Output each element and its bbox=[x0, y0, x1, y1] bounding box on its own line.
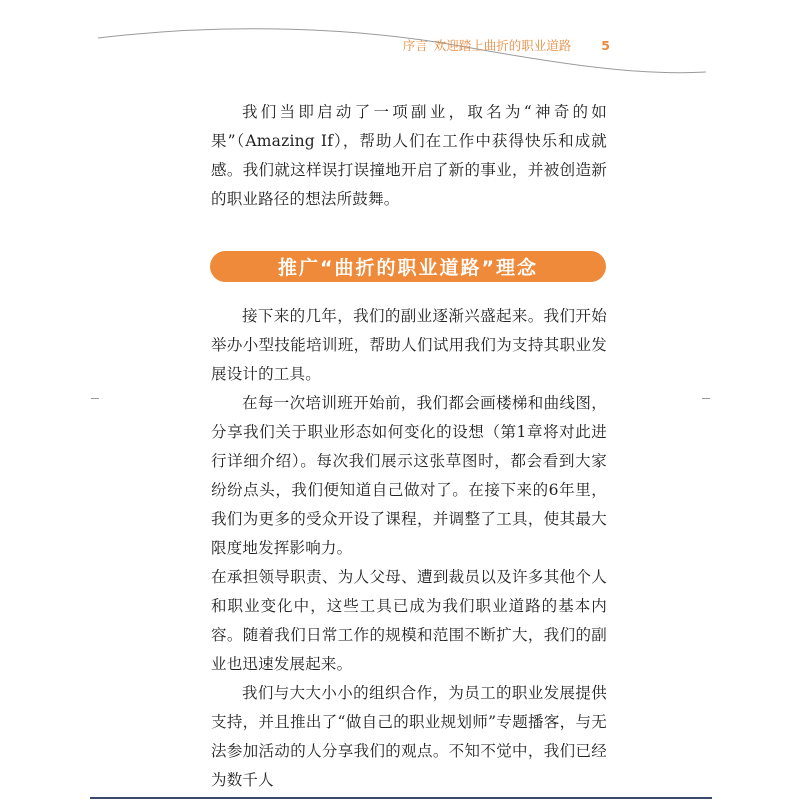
margin-mark-left bbox=[91, 398, 99, 399]
intro-paragraph: 我们当即启动了一项副业，取名为“神奇的如果”（Amazing If），帮助人们在工作中获得快乐和成就感。我们就这样误打误撞地开启了新的事业，并被创造新的职业路径的想法所鼓舞。 bbox=[211, 103, 607, 208]
section-heading-banner bbox=[210, 251, 606, 282]
bottom-rule bbox=[90, 797, 712, 799]
paragraph: 在每一次培训班开始前，我们都会画楼梯和曲线图，分享我们关于职业形态如何变化的设想（第1章将对此进行详细介绍）。每次我们展示这张草图时，都会看到大家纷纷点头，我们便知道自己做对了。在接下来的6年里，我们为更多的受众开设了课程，并调整了工具，使其最大限度地发挥影响力。 bbox=[211, 394, 607, 557]
paragraph: 接下来的几年，我们的副业逐渐兴盛起来。我们开始举办小型技能培训班，帮助人们试用我们为支持其职业发展设计的工具。 bbox=[211, 307, 607, 383]
chapter-title: 欢迎踏上曲折的职业道路 bbox=[433, 38, 572, 53]
intro-text bbox=[211, 98, 607, 214]
margin-mark-right bbox=[702, 398, 710, 399]
paragraph: 我们与大大小小的组织合作，为员工的职业发展提供支持，并且推出了“做自己的职业规划师”专题播客，与无法参加活动的人分享我们的观点。不知不觉中，我们已经为数千人 bbox=[211, 684, 607, 789]
main-text bbox=[211, 302, 607, 795]
paragraph: 在承担领导职责、为人父母、遭到裁员以及许多其他个人和职业变化中，这些工具已成为我们职业道路的基本内容。随着我们日常工作的规模和范围不断扩大，我们的副业也迅速发展起来。 bbox=[211, 568, 607, 673]
running-head bbox=[300, 36, 610, 54]
chapter-label: 序言 bbox=[402, 38, 428, 53]
section-heading: 推广“曲折的职业道路”理念 bbox=[278, 257, 538, 279]
page-number: 5 bbox=[601, 37, 610, 53]
